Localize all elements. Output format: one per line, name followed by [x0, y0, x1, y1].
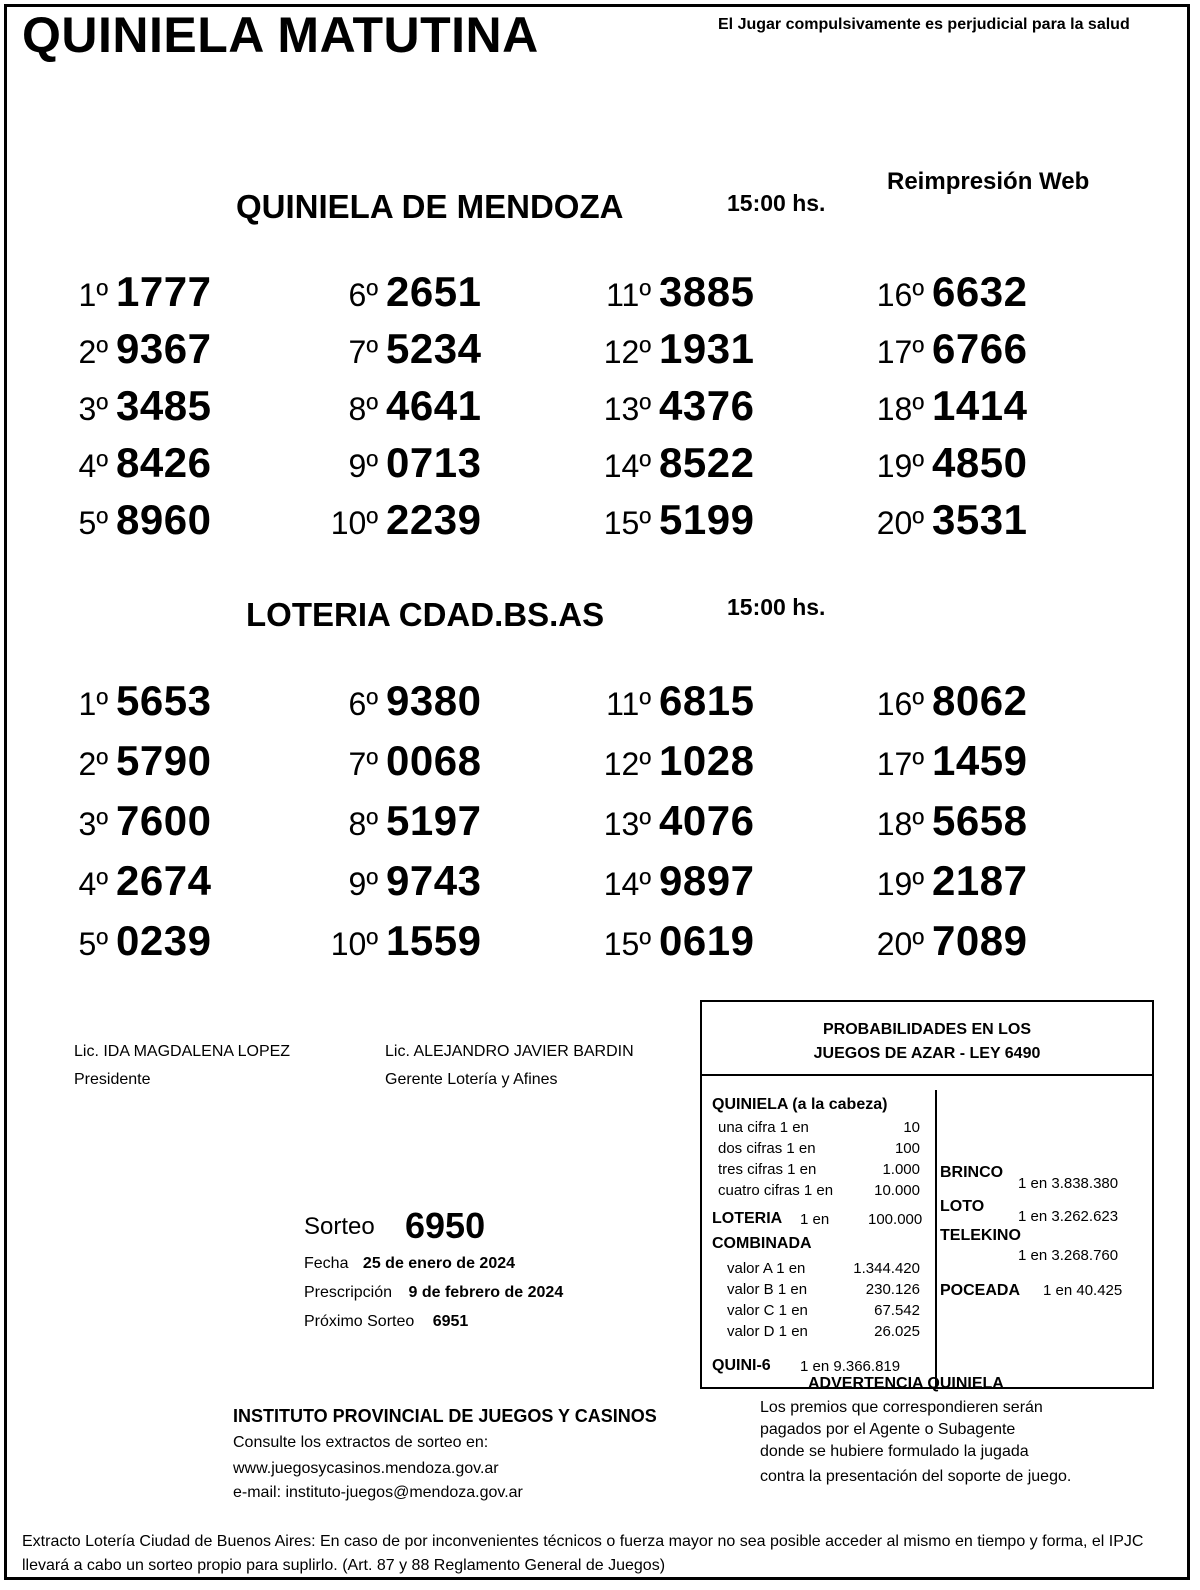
result-position: 3º — [78, 391, 108, 427]
result-number: 5653 — [116, 677, 212, 724]
result-position: 5º — [78, 505, 108, 541]
result-position: 15º — [603, 505, 651, 541]
result-number: 2187 — [932, 857, 1028, 904]
signature-right-role: Gerente Lotería y Afines — [385, 1071, 558, 1088]
result-cell — [48, 677, 211, 725]
quiniela-prob-title: QUINIELA (a la cabeza) — [712, 1096, 888, 1113]
result-cell — [591, 677, 754, 725]
prescripcion-row — [304, 1284, 563, 1302]
prescripcion-label: Prescripción — [304, 1284, 393, 1301]
loteria-prob-label: LOTERIA — [712, 1210, 783, 1227]
result-position: 4º — [78, 866, 108, 902]
result-cell — [318, 325, 481, 373]
prob-row-label: valor A 1 en — [727, 1260, 806, 1277]
result-cell — [318, 677, 481, 725]
result-position: 16º — [876, 277, 924, 313]
advertencia-line: pagados por el Agente o Subagente — [760, 1421, 1016, 1438]
result-number: 8960 — [116, 496, 212, 543]
result-position: 3º — [78, 806, 108, 842]
signature-right-name: Lic. ALEJANDRO JAVIER BARDIN — [385, 1043, 634, 1060]
result-cell — [591, 737, 754, 785]
result-cell — [864, 797, 1027, 845]
result-number: 7600 — [116, 797, 212, 844]
advertencia-line: contra la presentación del soporte de juego. — [760, 1468, 1072, 1485]
prob-row-label: cuatro cifras 1 en — [718, 1182, 834, 1199]
result-position: 1º — [78, 277, 108, 313]
result-position: 16º — [876, 686, 924, 722]
sorteo-number: 6950 — [405, 1205, 486, 1246]
result-cell — [48, 382, 211, 430]
result-number: 1931 — [659, 325, 755, 372]
result-position: 7º — [348, 746, 378, 782]
result-cell — [318, 857, 481, 905]
probabilities-title — [702, 1002, 1152, 1076]
sorteo-label: Sorteo — [304, 1213, 375, 1240]
quini6-prob-label: QUINI-6 — [712, 1357, 771, 1374]
proximo-value: 6951 — [432, 1313, 469, 1330]
result-cell — [591, 917, 754, 965]
result-number: 5790 — [116, 737, 212, 784]
bsas-time: 15:00 hs. — [727, 594, 826, 620]
brinco-prob-value: 1 en 3.838.380 — [1018, 1175, 1119, 1192]
result-cell — [864, 677, 1027, 725]
footer-note: Extracto Lotería Ciudad de Buenos Aires: En caso de por inconvenientes técnicos o fuerza mayor no sea posible acceder al mismo en tiempo y forma, el IPJC llevará a cabo un sorteo propio para suplirlo. (Art. 87 y 88 Reglamento General de Juegos) — [22, 1533, 1144, 1574]
result-position: 13º — [603, 806, 651, 842]
result-cell — [318, 382, 481, 430]
result-number: 9897 — [659, 857, 755, 904]
loto-prob-value: 1 en 3.262.623 — [1018, 1208, 1119, 1225]
result-number: 9367 — [116, 325, 212, 372]
prob-row-value: 1.000 — [882, 1161, 920, 1178]
institute-email: e-mail: instituto-juegos@mendoza.gov.ar — [233, 1484, 523, 1501]
result-cell — [864, 737, 1027, 785]
result-cell — [864, 325, 1027, 373]
result-number: 1459 — [932, 737, 1028, 784]
result-cell — [318, 737, 481, 785]
result-number: 1559 — [386, 917, 482, 964]
loteria-prob-odds: 1 en — [800, 1211, 830, 1228]
result-cell — [591, 439, 754, 487]
result-cell — [864, 268, 1027, 316]
result-position: 13º — [603, 391, 651, 427]
result-number: 5199 — [659, 496, 755, 543]
combinada-prob-label: COMBINADA — [712, 1235, 812, 1252]
result-number: 2239 — [386, 496, 482, 543]
prob-row-value: 10.000 — [874, 1182, 920, 1199]
result-number: 7089 — [932, 917, 1028, 964]
result-cell — [318, 439, 481, 487]
result-cell — [48, 325, 211, 373]
result-number: 0713 — [386, 439, 482, 486]
result-number: 1028 — [659, 737, 755, 784]
result-position: 7º — [348, 334, 378, 370]
result-position: 20º — [876, 505, 924, 541]
probabilities-box — [700, 1000, 1154, 1389]
result-cell — [864, 496, 1027, 544]
result-number: 3885 — [659, 268, 755, 315]
result-cell — [48, 857, 211, 905]
result-position: 18º — [876, 806, 924, 842]
poceada-prob-value: 1 en 40.425 — [1043, 1282, 1123, 1299]
result-cell — [48, 917, 211, 965]
result-cell — [591, 325, 754, 373]
result-number: 6632 — [932, 268, 1028, 315]
page-title: QUINIELA MATUTINA — [22, 7, 539, 63]
signature-left-name: Lic. IDA MAGDALENA LOPEZ — [74, 1043, 291, 1060]
poceada-prob-label: POCEADA — [940, 1282, 1021, 1299]
result-position: 17º — [876, 746, 924, 782]
result-cell — [591, 496, 754, 544]
result-number: 0068 — [386, 737, 482, 784]
result-position: 14º — [603, 448, 651, 484]
result-position: 1º — [78, 686, 108, 722]
result-position: 6º — [348, 277, 378, 313]
proximo-label: Próximo Sorteo — [304, 1313, 415, 1330]
result-position: 4º — [78, 448, 108, 484]
result-cell — [864, 917, 1027, 965]
result-cell — [48, 797, 211, 845]
prescripcion-value: 9 de febrero de 2024 — [408, 1284, 564, 1301]
telekino-prob-label: TELEKINO — [940, 1227, 1021, 1244]
result-number: 3531 — [932, 496, 1028, 543]
result-position: 20º — [876, 926, 924, 962]
prob-row-label: una cifra 1 en — [718, 1119, 809, 1136]
result-position: 9º — [348, 448, 378, 484]
prob-row-label: valor B 1 en — [727, 1281, 808, 1298]
result-position: 12º — [603, 334, 651, 370]
result-number: 4641 — [386, 382, 482, 429]
result-cell — [591, 857, 754, 905]
institute-website: www.juegosycasinos.mendoza.gov.ar — [233, 1460, 499, 1477]
fecha-label: Fecha — [304, 1255, 349, 1272]
advertencia-line: Los premios que correspondieren serán — [760, 1399, 1043, 1416]
result-number: 6815 — [659, 677, 755, 724]
result-position: 17º — [876, 334, 924, 370]
result-number: 9380 — [386, 677, 482, 724]
result-number: 8062 — [932, 677, 1028, 724]
result-number: 5234 — [386, 325, 482, 372]
result-number: 0619 — [659, 917, 755, 964]
proximo-row — [304, 1313, 468, 1331]
result-number: 2674 — [116, 857, 212, 904]
result-number: 6766 — [932, 325, 1028, 372]
prob-row-value: 10 — [903, 1119, 920, 1136]
result-cell — [48, 268, 211, 316]
result-position: 6º — [348, 686, 378, 722]
result-number: 5658 — [932, 797, 1028, 844]
prob-row-value: 67.542 — [874, 1302, 920, 1319]
probabilities-title-line2: JUEGOS DE AZAR - LEY 6490 — [813, 1045, 1041, 1062]
telekino-prob-value: 1 en 3.268.760 — [1018, 1247, 1119, 1264]
probabilities-title-line1: PROBABILIDADES EN LOS — [822, 1021, 1031, 1038]
result-number: 4076 — [659, 797, 755, 844]
result-position: 12º — [603, 746, 651, 782]
result-cell — [591, 268, 754, 316]
result-position: 19º — [876, 866, 924, 902]
institute-line1: Consulte los extractos de sorteo en: — [233, 1434, 489, 1451]
bsas-title: LOTERIA CDAD.BS.AS — [246, 596, 605, 633]
result-cell — [318, 917, 481, 965]
result-position: 2º — [78, 334, 108, 370]
result-number: 1777 — [116, 268, 212, 315]
prob-row-value: 230.126 — [865, 1281, 920, 1298]
quini6-prob-value: 1 en 9.366.819 — [800, 1358, 901, 1375]
result-position: 14º — [603, 866, 651, 902]
result-position: 10º — [330, 505, 378, 541]
result-number: 1414 — [932, 382, 1028, 429]
advertencia-line: donde se hubiere formulado la jugada — [760, 1443, 1029, 1460]
prob-row-label: valor D 1 en — [727, 1323, 808, 1340]
result-cell — [864, 382, 1027, 430]
prob-row-value: 100 — [894, 1140, 920, 1157]
result-number: 5197 — [386, 797, 482, 844]
result-position: 11º — [606, 686, 651, 722]
result-number: 0239 — [116, 917, 212, 964]
result-number: 8522 — [659, 439, 755, 486]
result-position: 8º — [348, 806, 378, 842]
result-position: 11º — [606, 277, 651, 313]
prob-row-label: tres cifras 1 en — [718, 1161, 817, 1178]
prob-row-value: 26.025 — [874, 1323, 920, 1340]
prob-row-label: valor C 1 en — [727, 1302, 808, 1319]
result-cell — [591, 797, 754, 845]
advertencia-title: ADVERTENCIA QUINIELA — [808, 1375, 1004, 1392]
result-number: 2651 — [386, 268, 482, 315]
mendoza-time: 15:00 hs. — [727, 190, 826, 216]
mendoza-title: QUINIELA DE MENDOZA — [236, 188, 624, 225]
health-warning: El Jugar compulsivamente es perjudicial para la salud — [718, 16, 1130, 33]
prob-row-value: 1.344.420 — [853, 1260, 920, 1277]
result-position: 9º — [348, 866, 378, 902]
result-cell — [591, 382, 754, 430]
result-position: 5º — [78, 926, 108, 962]
prob-row-label: dos cifras 1 en — [718, 1140, 816, 1157]
result-cell — [318, 797, 481, 845]
result-number: 3485 — [116, 382, 212, 429]
result-position: 2º — [78, 746, 108, 782]
brinco-prob-label: BRINCO — [940, 1164, 1004, 1181]
result-cell — [318, 268, 481, 316]
loto-prob-label: LOTO — [940, 1198, 985, 1215]
result-number: 8426 — [116, 439, 212, 486]
result-number: 4850 — [932, 439, 1028, 486]
result-number: 9743 — [386, 857, 482, 904]
fecha-value: 25 de enero de 2024 — [362, 1255, 516, 1272]
result-cell — [318, 496, 481, 544]
result-number: 4376 — [659, 382, 755, 429]
loteria-prob-value: 100.000 — [868, 1211, 923, 1228]
result-position: 8º — [348, 391, 378, 427]
reprint-label: Reimpresión Web — [887, 168, 1090, 195]
institute-name: INSTITUTO PROVINCIAL DE JUEGOS Y CASINOS — [233, 1406, 657, 1426]
result-position: 19º — [876, 448, 924, 484]
result-position: 10º — [330, 926, 378, 962]
result-cell — [864, 439, 1027, 487]
fecha-row — [304, 1255, 515, 1273]
result-cell — [48, 496, 211, 544]
signature-left-role: Presidente — [74, 1071, 151, 1088]
result-cell — [48, 737, 211, 785]
result-position: 18º — [876, 391, 924, 427]
result-position: 15º — [603, 926, 651, 962]
result-cell — [864, 857, 1027, 905]
result-cell — [48, 439, 211, 487]
